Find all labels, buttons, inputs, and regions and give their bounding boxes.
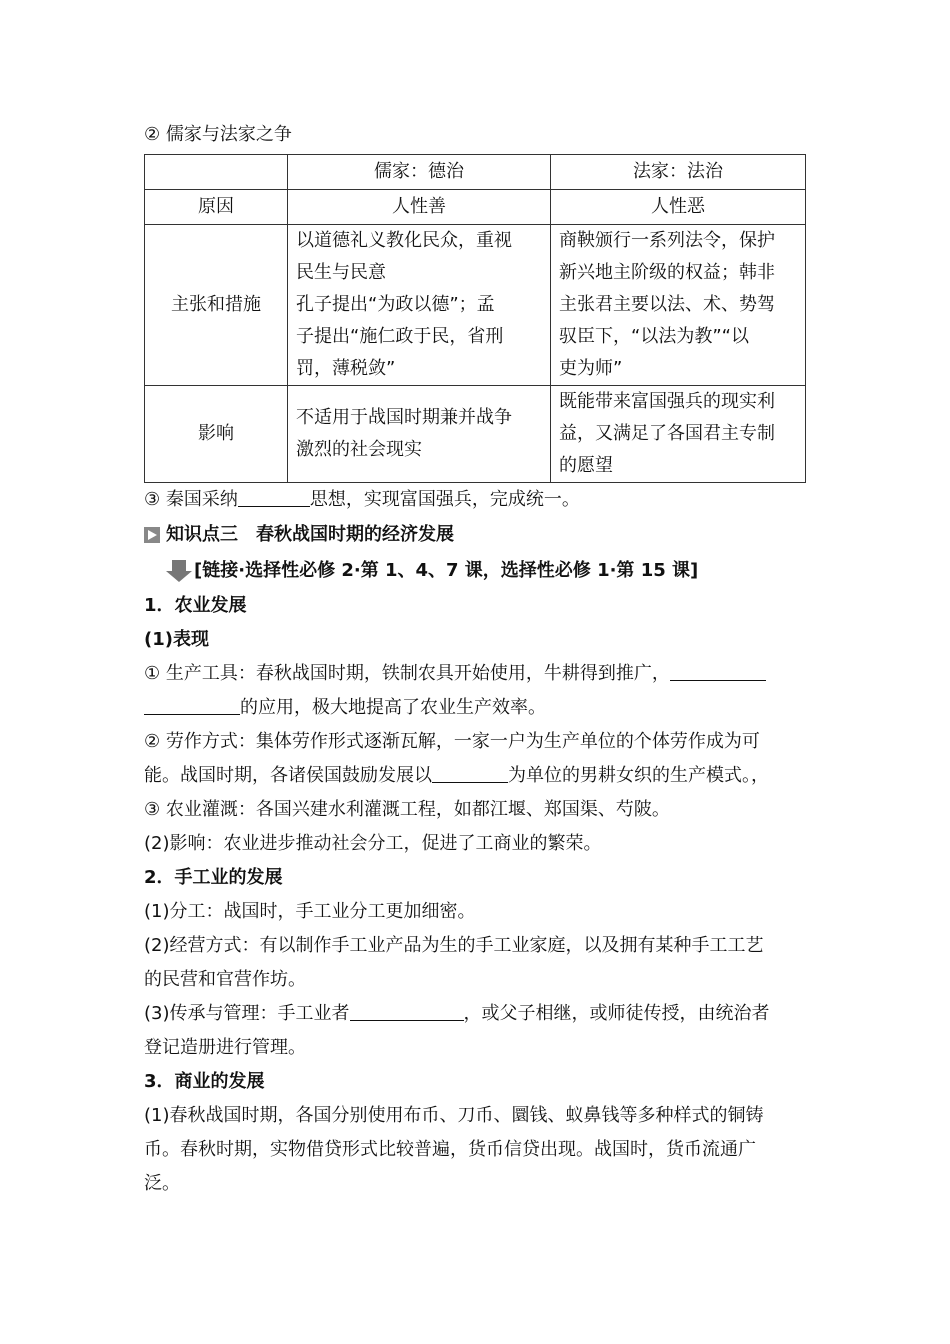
- paragraph: 币。春秋时期，实物借贷形式比较普遍，货币信贷出现。战国时，货币流通广: [144, 1139, 756, 1160]
- paragraph: 的民营和官营作坊。: [144, 969, 306, 990]
- text: (3)传承与管理：手工业者: [144, 1003, 350, 1024]
- play-triangle-icon: [144, 527, 160, 543]
- section-heading-confucian-legalist: ② 儒家与法家之争: [144, 124, 292, 145]
- paragraph: ② 劳作方式：集体劳作形式逐渐瓦解，一家一户为生产单位的个体劳作成为可: [144, 731, 760, 752]
- row-label: 影响: [145, 386, 288, 483]
- down-arrow-icon: [166, 560, 192, 582]
- cell-line: 益，又满足了各国君主专制: [559, 423, 775, 444]
- text: 思想，实现富国强兵，完成统一。: [309, 489, 580, 510]
- text: ① 生产工具：春秋战国时期，铁制农具开始使用，牛耕得到推广，: [144, 663, 670, 684]
- fill-blank[interactable]: [144, 694, 240, 715]
- cell-line: 人性恶: [651, 196, 705, 217]
- header-confucian: 儒家：德治: [288, 155, 551, 190]
- qin-adoption-line: [144, 483, 806, 517]
- text: ③ 秦国采纳: [144, 489, 238, 510]
- cell-line: 人性善: [392, 196, 446, 217]
- paragraph: [144, 657, 806, 691]
- paragraph: ③ 农业灌溉：各国兴建水利灌溉工程，如都江堰、郑国渠、芍陂。: [144, 799, 670, 820]
- table-row: [145, 225, 806, 386]
- paragraph: (2)经营方式：有以制作手工业产品为生的手工业家庭，以及拥有某种手工工艺: [144, 935, 764, 956]
- cell-legalist: [551, 225, 806, 386]
- cell-confucian: [288, 225, 551, 386]
- cell-line: 不适用于战国时期兼并战争: [296, 407, 512, 428]
- paragraph: 泛。: [144, 1173, 180, 1194]
- section-title-commerce: 3．商业的发展: [144, 1071, 265, 1092]
- header-legalist: 法家：法治: [551, 155, 806, 190]
- knowledge-point-title: [144, 517, 806, 553]
- cell-line: 既能带来富国强兵的现实利: [559, 391, 775, 412]
- text: 的应用，极大地提高了农业生产效率。: [240, 697, 546, 718]
- cell-legalist: [551, 386, 806, 483]
- paragraph: [144, 691, 806, 725]
- fill-blank[interactable]: [670, 660, 766, 681]
- row-label: 主张和措施: [145, 225, 288, 386]
- text: 为单位的男耕女织的生产模式。，: [508, 765, 769, 786]
- section-title-agriculture: 1．农业发展: [144, 595, 247, 616]
- cell-line: 的愿望: [559, 455, 613, 476]
- table-header-row: [145, 155, 806, 190]
- cell-line: 吏为师”: [559, 358, 623, 379]
- cell-line: 主张君主要以法、术、势驾: [559, 294, 775, 315]
- paragraph: (2)影响：农业进步推动社会分工，促进了工商业的繁荣。: [144, 833, 602, 854]
- paragraph: [144, 759, 806, 793]
- cell-line: 激烈的社会现实: [296, 439, 422, 460]
- section-title-handicraft: 2．手工业的发展: [144, 867, 283, 888]
- cell-confucian: [288, 190, 551, 225]
- curriculum-link: [144, 553, 806, 589]
- cell-line: 以道德礼义教化民众，重视: [296, 230, 512, 251]
- document-page: [144, 118, 806, 1201]
- comparison-table: [144, 154, 806, 483]
- cell-line: 罚，薄税敛”: [296, 358, 396, 379]
- text: ，或父子相继，或师徒传授，由统治者: [463, 1003, 770, 1024]
- cell-confucian: [288, 386, 551, 483]
- cell-line: 民生与民意: [296, 262, 386, 283]
- fill-blank[interactable]: [432, 762, 508, 783]
- cell-line: 子提出“施仁政于民，省刑: [296, 326, 504, 347]
- paragraph: (1)春秋战国时期，各国分别使用布币、刀币、圜钱、蚁鼻钱等多种样式的铜铸: [144, 1105, 764, 1126]
- table-row: [145, 386, 806, 483]
- knowledge-point-text: 知识点三 春秋战国时期的经济发展: [166, 524, 454, 545]
- fill-blank[interactable]: [238, 486, 310, 507]
- row-label: 原因: [145, 190, 288, 225]
- cell-line: 商鞅颁行一系列法令，保护: [559, 230, 775, 251]
- table-row: [145, 190, 806, 225]
- text: 能。战国时期，各诸侯国鼓励发展以: [144, 765, 432, 786]
- cell-legalist: [551, 190, 806, 225]
- subsection-performance: (1)表现: [144, 629, 209, 650]
- table-corner-cell: [145, 155, 288, 190]
- cell-line: 孔子提出“为政以德”；孟: [296, 294, 495, 315]
- fill-blank[interactable]: [350, 1000, 464, 1021]
- cell-line: 驭臣下，“以法为教”“以: [559, 326, 749, 347]
- paragraph: [144, 997, 806, 1031]
- paragraph: (1)分工：战国时，手工业分工更加细密。: [144, 901, 476, 922]
- cell-line: 新兴地主阶级的权益；韩非: [559, 262, 775, 283]
- link-text: [链接·选择性必修 2·第 1、4、7 课，选择性必修 1·第 15 课]: [194, 560, 699, 581]
- paragraph: 登记造册进行管理。: [144, 1037, 306, 1058]
